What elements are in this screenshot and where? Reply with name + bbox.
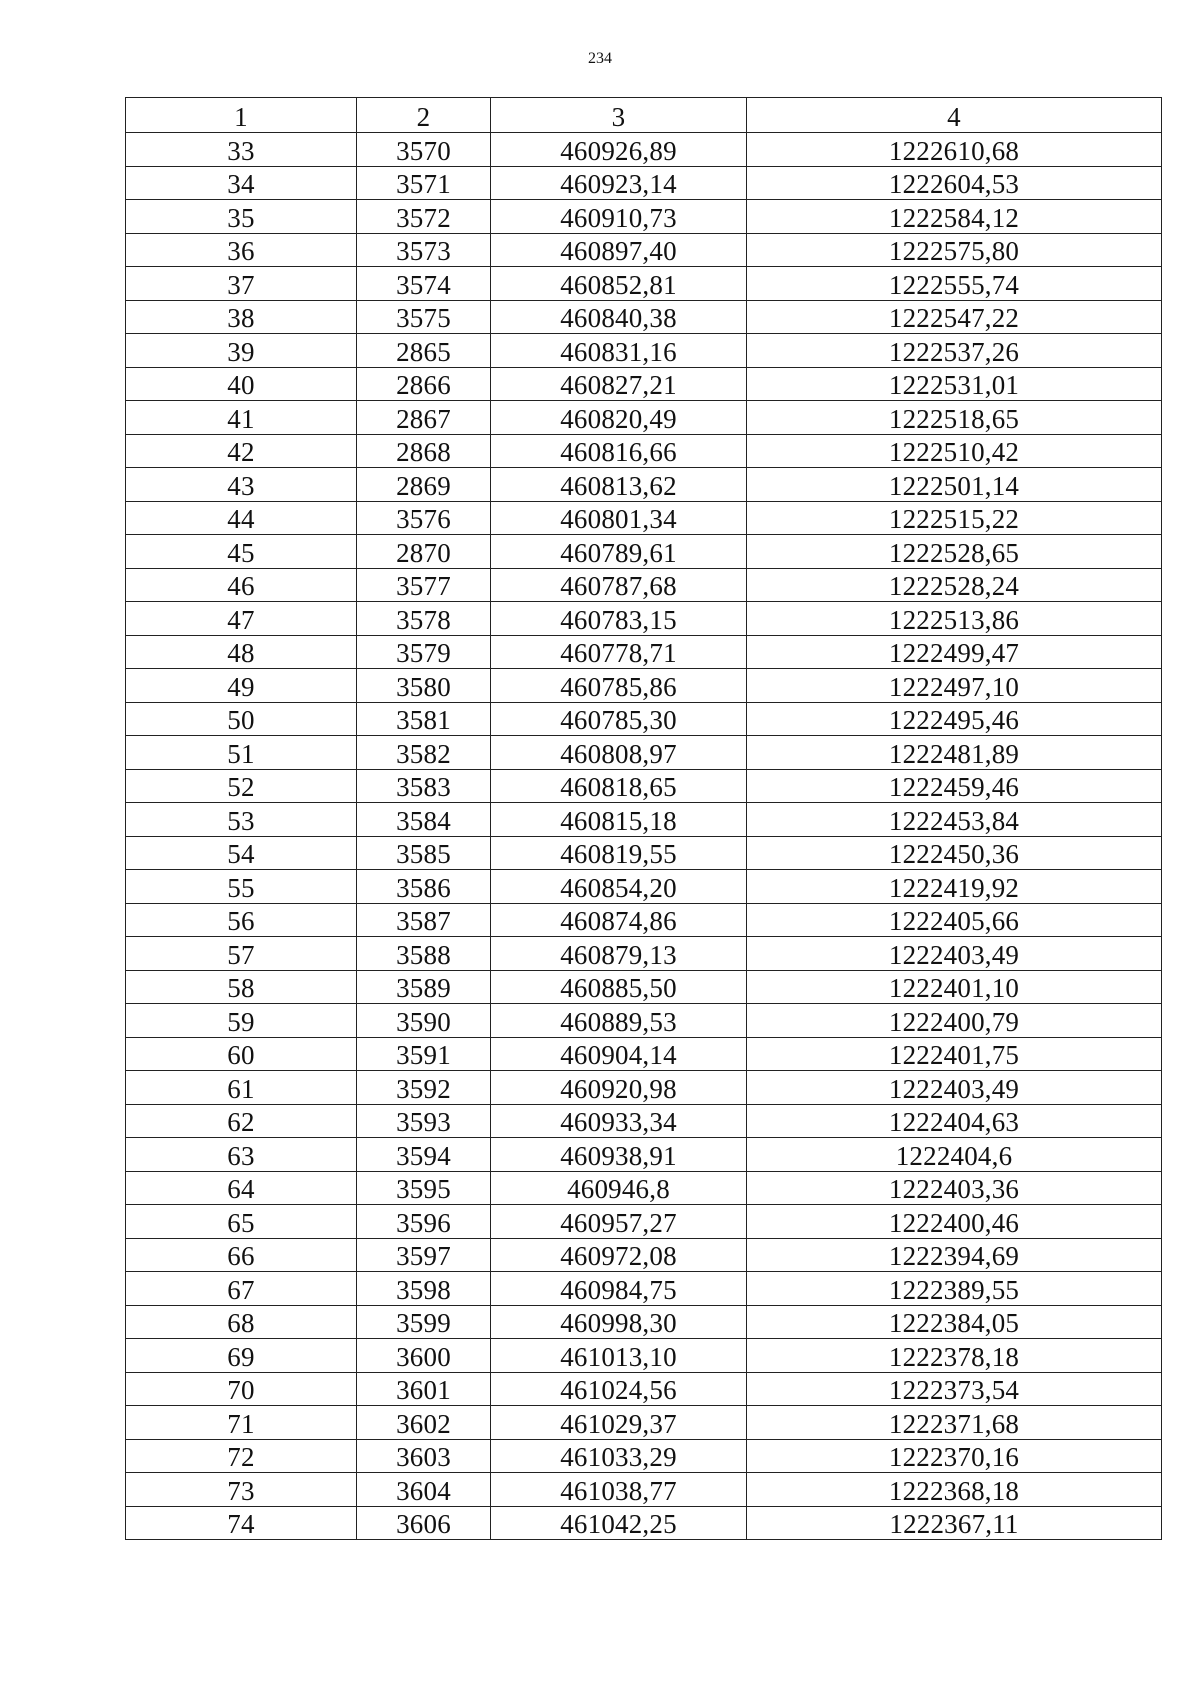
point-id-cell: 2866 xyxy=(357,367,491,401)
y-coordinate-cell: 1222367,11 xyxy=(747,1506,1162,1540)
y-coordinate-cell: 1222528,65 xyxy=(747,535,1162,569)
coordinates-table xyxy=(125,97,1162,1540)
table-row xyxy=(126,267,1162,301)
y-coordinate-cell: 1222531,01 xyxy=(747,367,1162,401)
row-number-cell: 36 xyxy=(126,233,357,267)
y-coordinate-cell: 1222378,18 xyxy=(747,1339,1162,1373)
row-number-cell: 51 xyxy=(126,736,357,770)
point-id-cell: 3600 xyxy=(357,1339,491,1373)
row-number-cell: 71 xyxy=(126,1406,357,1440)
row-number-cell: 52 xyxy=(126,769,357,803)
y-coordinate-cell: 1222604,53 xyxy=(747,166,1162,200)
x-coordinate-cell: 460785,86 xyxy=(491,669,747,703)
table-row xyxy=(126,1339,1162,1373)
y-coordinate-cell: 1222400,46 xyxy=(747,1205,1162,1239)
point-id-cell: 3585 xyxy=(357,836,491,870)
table-row xyxy=(126,1473,1162,1507)
x-coordinate-cell: 460938,91 xyxy=(491,1138,747,1172)
table-row xyxy=(126,702,1162,736)
point-id-cell: 3587 xyxy=(357,903,491,937)
point-id-cell: 3586 xyxy=(357,870,491,904)
y-coordinate-cell: 1222555,74 xyxy=(747,267,1162,301)
x-coordinate-cell: 460957,27 xyxy=(491,1205,747,1239)
table-row xyxy=(126,635,1162,669)
point-id-cell: 3603 xyxy=(357,1439,491,1473)
point-id-cell: 3588 xyxy=(357,937,491,971)
point-id-cell: 3582 xyxy=(357,736,491,770)
row-number-cell: 43 xyxy=(126,468,357,502)
row-number-cell: 45 xyxy=(126,535,357,569)
point-id-cell: 2867 xyxy=(357,401,491,435)
point-id-cell: 3576 xyxy=(357,501,491,535)
y-coordinate-cell: 1222515,22 xyxy=(747,501,1162,535)
row-number-cell: 74 xyxy=(126,1506,357,1540)
table-row xyxy=(126,434,1162,468)
point-id-cell: 3593 xyxy=(357,1104,491,1138)
x-coordinate-cell: 460815,18 xyxy=(491,803,747,837)
row-number-cell: 69 xyxy=(126,1339,357,1373)
y-coordinate-cell: 1222584,12 xyxy=(747,200,1162,234)
x-coordinate-cell: 461024,56 xyxy=(491,1372,747,1406)
x-coordinate-cell: 460818,65 xyxy=(491,769,747,803)
y-coordinate-cell: 1222499,47 xyxy=(747,635,1162,669)
y-coordinate-cell: 1222400,79 xyxy=(747,1004,1162,1038)
row-number-cell: 41 xyxy=(126,401,357,435)
x-coordinate-cell: 460787,68 xyxy=(491,568,747,602)
table-row xyxy=(126,568,1162,602)
x-coordinate-cell: 460819,55 xyxy=(491,836,747,870)
row-number-cell: 65 xyxy=(126,1205,357,1239)
row-number-cell: 73 xyxy=(126,1473,357,1507)
point-id-cell: 3602 xyxy=(357,1406,491,1440)
point-id-cell: 3575 xyxy=(357,300,491,334)
table-row xyxy=(126,602,1162,636)
point-id-cell: 3581 xyxy=(357,702,491,736)
table-row xyxy=(126,1506,1162,1540)
table-row xyxy=(126,1439,1162,1473)
table-row xyxy=(126,133,1162,167)
y-coordinate-cell: 1222368,18 xyxy=(747,1473,1162,1507)
page-number: 234 xyxy=(588,50,612,67)
y-coordinate-cell: 1222389,55 xyxy=(747,1272,1162,1306)
point-id-cell: 2865 xyxy=(357,334,491,368)
point-id-cell: 3577 xyxy=(357,568,491,602)
table-row xyxy=(126,1305,1162,1339)
x-coordinate-cell: 460874,86 xyxy=(491,903,747,937)
point-id-cell: 3574 xyxy=(357,267,491,301)
row-number-cell: 40 xyxy=(126,367,357,401)
x-coordinate-cell: 460904,14 xyxy=(491,1037,747,1071)
x-coordinate-cell: 460831,16 xyxy=(491,334,747,368)
x-coordinate-cell: 460998,30 xyxy=(491,1305,747,1339)
header-cell-2: 2 xyxy=(357,98,491,133)
point-id-cell: 2870 xyxy=(357,535,491,569)
table-row xyxy=(126,1004,1162,1038)
table-row xyxy=(126,401,1162,435)
y-coordinate-cell: 1222547,22 xyxy=(747,300,1162,334)
table-row xyxy=(126,1171,1162,1205)
x-coordinate-cell: 460801,34 xyxy=(491,501,747,535)
x-coordinate-cell: 460920,98 xyxy=(491,1071,747,1105)
table-row xyxy=(126,1037,1162,1071)
table-row xyxy=(126,903,1162,937)
row-number-cell: 55 xyxy=(126,870,357,904)
row-number-cell: 39 xyxy=(126,334,357,368)
y-coordinate-cell: 1222513,86 xyxy=(747,602,1162,636)
y-coordinate-cell: 1222401,75 xyxy=(747,1037,1162,1071)
y-coordinate-cell: 1222610,68 xyxy=(747,133,1162,167)
x-coordinate-cell: 460910,73 xyxy=(491,200,747,234)
row-number-cell: 33 xyxy=(126,133,357,167)
table-row xyxy=(126,769,1162,803)
x-coordinate-cell: 460923,14 xyxy=(491,166,747,200)
row-number-cell: 63 xyxy=(126,1138,357,1172)
x-coordinate-cell: 460933,34 xyxy=(491,1104,747,1138)
row-number-cell: 37 xyxy=(126,267,357,301)
row-number-cell: 50 xyxy=(126,702,357,736)
row-number-cell: 46 xyxy=(126,568,357,602)
point-id-cell: 3595 xyxy=(357,1171,491,1205)
point-id-cell: 3606 xyxy=(357,1506,491,1540)
x-coordinate-cell: 460972,08 xyxy=(491,1238,747,1272)
table-row xyxy=(126,1071,1162,1105)
x-coordinate-cell: 460820,49 xyxy=(491,401,747,435)
x-coordinate-cell: 460885,50 xyxy=(491,970,747,1004)
y-coordinate-cell: 1222403,49 xyxy=(747,1071,1162,1105)
row-number-cell: 61 xyxy=(126,1071,357,1105)
x-coordinate-cell: 460783,15 xyxy=(491,602,747,636)
table-row xyxy=(126,166,1162,200)
x-coordinate-cell: 461013,10 xyxy=(491,1339,747,1373)
x-coordinate-cell: 460808,97 xyxy=(491,736,747,770)
x-coordinate-cell: 460840,38 xyxy=(491,300,747,334)
y-coordinate-cell: 1222371,68 xyxy=(747,1406,1162,1440)
point-id-cell: 3570 xyxy=(357,133,491,167)
row-number-cell: 53 xyxy=(126,803,357,837)
row-number-cell: 59 xyxy=(126,1004,357,1038)
x-coordinate-cell: 460889,53 xyxy=(491,1004,747,1038)
row-number-cell: 57 xyxy=(126,937,357,971)
table-header xyxy=(126,98,1162,133)
point-id-cell: 3589 xyxy=(357,970,491,1004)
row-number-cell: 68 xyxy=(126,1305,357,1339)
point-id-cell: 3604 xyxy=(357,1473,491,1507)
point-id-cell: 3599 xyxy=(357,1305,491,1339)
y-coordinate-cell: 1222575,80 xyxy=(747,233,1162,267)
table-body xyxy=(126,133,1162,1540)
x-coordinate-cell: 460897,40 xyxy=(491,233,747,267)
x-coordinate-cell: 461029,37 xyxy=(491,1406,747,1440)
y-coordinate-cell: 1222459,46 xyxy=(747,769,1162,803)
header-row xyxy=(126,98,1162,133)
y-coordinate-cell: 1222394,69 xyxy=(747,1238,1162,1272)
row-number-cell: 42 xyxy=(126,434,357,468)
table-row xyxy=(126,1406,1162,1440)
row-number-cell: 48 xyxy=(126,635,357,669)
table-row xyxy=(126,501,1162,535)
table-row xyxy=(126,937,1162,971)
point-id-cell: 3598 xyxy=(357,1272,491,1306)
point-id-cell: 3579 xyxy=(357,635,491,669)
table-row xyxy=(126,334,1162,368)
point-id-cell: 3591 xyxy=(357,1037,491,1071)
table-row xyxy=(126,1372,1162,1406)
header-cell-4: 4 xyxy=(747,98,1162,133)
x-coordinate-cell: 461042,25 xyxy=(491,1506,747,1540)
y-coordinate-cell: 1222528,24 xyxy=(747,568,1162,602)
row-number-cell: 67 xyxy=(126,1272,357,1306)
y-coordinate-cell: 1222370,16 xyxy=(747,1439,1162,1473)
point-id-cell: 3584 xyxy=(357,803,491,837)
table-row xyxy=(126,200,1162,234)
x-coordinate-cell: 460789,61 xyxy=(491,535,747,569)
y-coordinate-cell: 1222384,05 xyxy=(747,1305,1162,1339)
table-row xyxy=(126,970,1162,1004)
row-number-cell: 47 xyxy=(126,602,357,636)
point-id-cell: 3573 xyxy=(357,233,491,267)
y-coordinate-cell: 1222373,54 xyxy=(747,1372,1162,1406)
row-number-cell: 56 xyxy=(126,903,357,937)
table-row xyxy=(126,233,1162,267)
row-number-cell: 49 xyxy=(126,669,357,703)
point-id-cell: 3580 xyxy=(357,669,491,703)
x-coordinate-cell: 461033,29 xyxy=(491,1439,747,1473)
point-id-cell: 3572 xyxy=(357,200,491,234)
row-number-cell: 35 xyxy=(126,200,357,234)
row-number-cell: 64 xyxy=(126,1171,357,1205)
y-coordinate-cell: 1222404,6 xyxy=(747,1138,1162,1172)
x-coordinate-cell: 460926,89 xyxy=(491,133,747,167)
x-coordinate-cell: 460785,30 xyxy=(491,702,747,736)
point-id-cell: 3601 xyxy=(357,1372,491,1406)
point-id-cell: 3590 xyxy=(357,1004,491,1038)
row-number-cell: 34 xyxy=(126,166,357,200)
table-row xyxy=(126,803,1162,837)
row-number-cell: 72 xyxy=(126,1439,357,1473)
y-coordinate-cell: 1222450,36 xyxy=(747,836,1162,870)
x-coordinate-cell: 461038,77 xyxy=(491,1473,747,1507)
table-row xyxy=(126,669,1162,703)
x-coordinate-cell: 460778,71 xyxy=(491,635,747,669)
y-coordinate-cell: 1222481,89 xyxy=(747,736,1162,770)
header-cell-1: 1 xyxy=(126,98,357,133)
table-row xyxy=(126,870,1162,904)
y-coordinate-cell: 1222401,10 xyxy=(747,970,1162,1004)
header-cell-3: 3 xyxy=(491,98,747,133)
row-number-cell: 70 xyxy=(126,1372,357,1406)
y-coordinate-cell: 1222453,84 xyxy=(747,803,1162,837)
point-id-cell: 3597 xyxy=(357,1238,491,1272)
table-row xyxy=(126,1272,1162,1306)
point-id-cell: 3592 xyxy=(357,1071,491,1105)
table-row xyxy=(126,1205,1162,1239)
table-row xyxy=(126,468,1162,502)
point-id-cell: 2869 xyxy=(357,468,491,502)
table-row xyxy=(126,367,1162,401)
row-number-cell: 66 xyxy=(126,1238,357,1272)
y-coordinate-cell: 1222403,36 xyxy=(747,1171,1162,1205)
x-coordinate-cell: 460946,8 xyxy=(491,1171,747,1205)
point-id-cell: 3583 xyxy=(357,769,491,803)
point-id-cell: 3578 xyxy=(357,602,491,636)
row-number-cell: 44 xyxy=(126,501,357,535)
row-number-cell: 58 xyxy=(126,970,357,1004)
point-id-cell: 3596 xyxy=(357,1205,491,1239)
y-coordinate-cell: 1222501,14 xyxy=(747,468,1162,502)
y-coordinate-cell: 1222537,26 xyxy=(747,334,1162,368)
row-number-cell: 54 xyxy=(126,836,357,870)
row-number-cell: 60 xyxy=(126,1037,357,1071)
x-coordinate-cell: 460984,75 xyxy=(491,1272,747,1306)
y-coordinate-cell: 1222403,49 xyxy=(747,937,1162,971)
y-coordinate-cell: 1222419,92 xyxy=(747,870,1162,904)
row-number-cell: 62 xyxy=(126,1104,357,1138)
x-coordinate-cell: 460852,81 xyxy=(491,267,747,301)
table-row xyxy=(126,836,1162,870)
table-row xyxy=(126,1238,1162,1272)
y-coordinate-cell: 1222495,46 xyxy=(747,702,1162,736)
x-coordinate-cell: 460816,66 xyxy=(491,434,747,468)
x-coordinate-cell: 460854,20 xyxy=(491,870,747,904)
y-coordinate-cell: 1222497,10 xyxy=(747,669,1162,703)
point-id-cell: 2868 xyxy=(357,434,491,468)
x-coordinate-cell: 460827,21 xyxy=(491,367,747,401)
point-id-cell: 3571 xyxy=(357,166,491,200)
table-row xyxy=(126,1138,1162,1172)
table-row xyxy=(126,300,1162,334)
y-coordinate-cell: 1222518,65 xyxy=(747,401,1162,435)
y-coordinate-cell: 1222405,66 xyxy=(747,903,1162,937)
table-row xyxy=(126,535,1162,569)
y-coordinate-cell: 1222510,42 xyxy=(747,434,1162,468)
table-row xyxy=(126,1104,1162,1138)
x-coordinate-cell: 460879,13 xyxy=(491,937,747,971)
y-coordinate-cell: 1222404,63 xyxy=(747,1104,1162,1138)
table-row xyxy=(126,736,1162,770)
point-id-cell: 3594 xyxy=(357,1138,491,1172)
x-coordinate-cell: 460813,62 xyxy=(491,468,747,502)
row-number-cell: 38 xyxy=(126,300,357,334)
